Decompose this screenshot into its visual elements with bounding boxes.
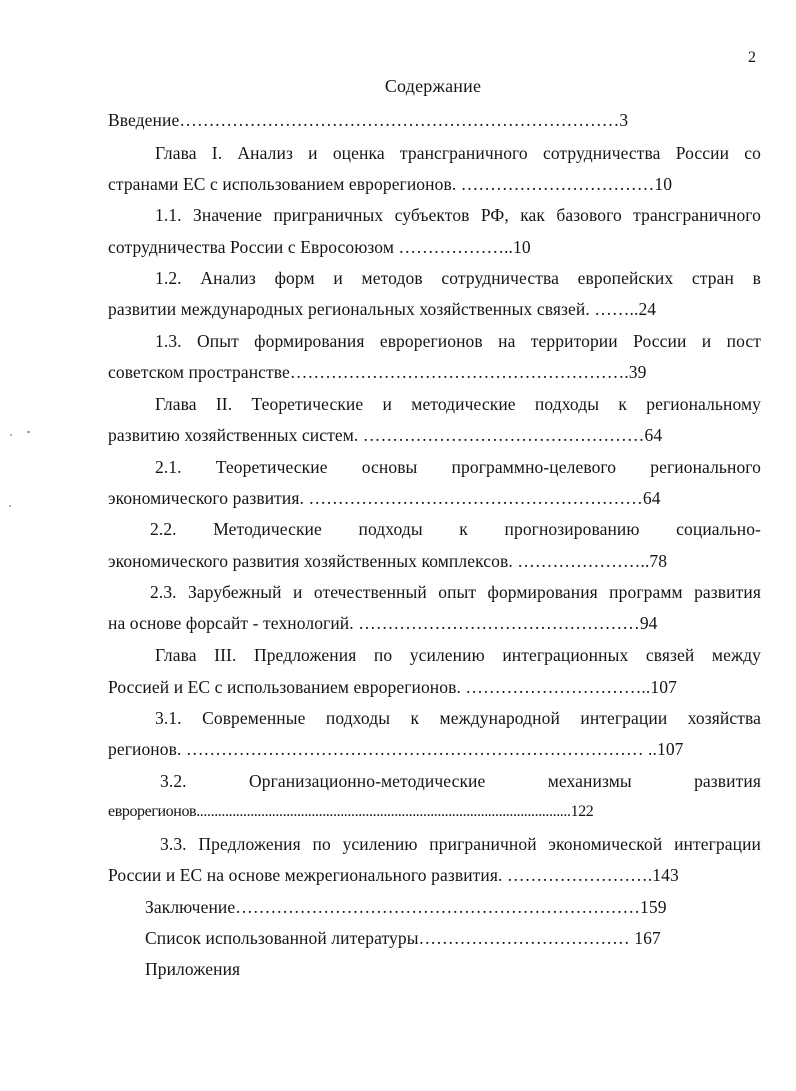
toc-entry-section-3-3-line-2[interactable]: России и ЕС на основе межрегионального развития. …………………….143: [108, 865, 679, 885]
toc-entry-intro[interactable]: Введение…………………………………………………………………3: [108, 110, 629, 130]
toc-entry-section-2-1-line-2[interactable]: экономического развития. …………………………………………………64: [108, 488, 661, 508]
toc-entry-section-1-1-line-2[interactable]: сотрудничества России с Евросоюзом ………………..10: [108, 237, 531, 257]
toc-entry-references[interactable]: Список использованной литературы……………………………… 167: [145, 928, 661, 948]
scan-speck: [10, 434, 12, 436]
scan-speck: [9, 505, 11, 507]
toc-entry-section-2-2-line-1[interactable]: 2.2. Методические подходы к прогнозированию социально-: [150, 519, 761, 539]
toc-entry-section-3-1-line-2[interactable]: регионов. …………………………………………………………………… ..107: [108, 739, 684, 759]
toc-entry-chapter-3-line-1[interactable]: Глава III. Предложения по усилению интеграционных связей между: [155, 645, 761, 665]
page-number: 2: [748, 49, 756, 66]
toc-entry-section-1-1-line-1[interactable]: 1.1. Значение приграничных субъектов РФ, как базового трансграничного: [155, 205, 761, 225]
toc-entry-section-2-3-line-1[interactable]: 2.3. Зарубежный и отечественный опыт формирования программ развития: [150, 582, 761, 602]
toc-entry-chapter-2-line-1[interactable]: Глава II. Теоретические и методические подходы к региональному: [155, 394, 761, 414]
toc-entry-section-3-2-line-2[interactable]: еврорегионов........................................................................................................122: [108, 803, 594, 820]
toc-entry-section-2-1-line-1[interactable]: 2.1. Теоретические основы программно-целевого регионального: [155, 457, 761, 477]
toc-entry-section-3-1-line-1[interactable]: 3.1. Современные подходы к международной интеграции хозяйства: [155, 708, 761, 728]
toc-entry-section-1-3-line-1[interactable]: 1.3. Опыт формирования еврорегионов на территории России и пост: [155, 331, 761, 351]
toc-entry-appendices[interactable]: Приложения: [145, 959, 241, 979]
toc-entry-section-3-2-line-1[interactable]: 3.2. Организационно-методические механизмы развития: [160, 771, 761, 791]
toc-entry-section-1-2-line-2[interactable]: развитии международных региональных хозяйственных связей. ……..24: [108, 299, 657, 319]
toc-entry-section-2-3-line-2[interactable]: на основе форсайт - технологий. …………………………………………94: [108, 613, 658, 633]
toc-entry-chapter-1-line-1[interactable]: Глава I. Анализ и оценка трансграничного сотрудничества России со: [155, 143, 761, 163]
toc-entry-chapter-3-line-2[interactable]: Россией и ЕС с использованием еврорегионов. …………………………..107: [108, 677, 677, 697]
toc-entry-section-3-3-line-1[interactable]: 3.3. Предложения по усилению приграничной экономической интеграции: [160, 834, 761, 854]
toc-entry-chapter-2-line-2[interactable]: развитию хозяйственных систем. …………………………………………64: [108, 425, 663, 445]
toc-entry-section-1-3-line-2[interactable]: советском пространстве………………………………………………….39: [108, 362, 647, 382]
page-title: Содержание: [384, 76, 482, 96]
toc-entry-conclusion[interactable]: Заключение……………………………………………………………159: [145, 897, 667, 917]
scan-speck: [27, 431, 30, 433]
toc-entry-chapter-1-line-2[interactable]: странами ЕС с использованием еврорегионов. ……………………………10: [108, 174, 673, 194]
toc-entry-section-2-2-line-2[interactable]: экономического развития хозяйственных комплексов. …………………..78: [108, 551, 668, 571]
toc-entry-section-1-2-line-1[interactable]: 1.2. Анализ форм и методов сотрудничества европейских стран в: [155, 268, 761, 288]
